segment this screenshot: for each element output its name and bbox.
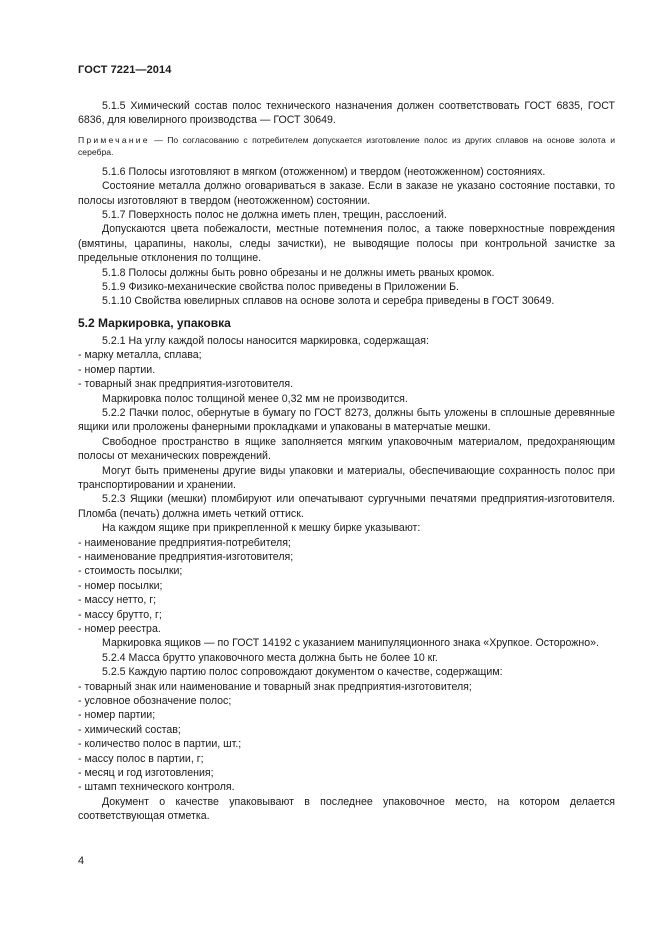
clause-5-1-6-text: Состояние металла должно оговариваться в заказе. Если в заказе не указано состояние поставки, то полосы изготовляют в твердом (неотожженном) состоянии. (78, 180, 615, 207)
page-number: 4 (78, 855, 85, 867)
list-item: - марку металла, сплава; (78, 349, 202, 362)
list-item: - условное обозначение полос; (78, 695, 232, 708)
note-label: Примечание (78, 134, 150, 145)
clause-5-2-5: 5.2.5 Каждую партию полос сопровождают документом о качестве, содержащим: (102, 666, 503, 679)
clause-5-2-1-text: Маркировка полос толщиной менее 0,32 мм не производится. (102, 392, 408, 405)
clause-5-1-9: 5.1.9 Физико-механические свойства полос приведены в Приложении Б. (102, 281, 460, 294)
clause-5-2-2: 5.2.2 Пачки полос, обернутые в бумагу по ГОСТ 8273, должны быть уложены в сплошные деревянные ящики или проложены фанерными прокладками и упакованы в матерчатые мешки. (78, 406, 615, 434)
document-body (78, 99, 615, 824)
list-item: - штамп технического контроля. (78, 781, 235, 794)
clause-5-2-1: 5.2.1 На углу каждой полосы наносится маркировка, содержащая: (102, 334, 429, 347)
list-item: - стоимость посылки; (78, 565, 183, 578)
list-item: - массу брутто, г; (78, 608, 162, 621)
list-item: - номер партии. (78, 363, 156, 376)
clause-5-1-5: 5.1.5 Химический состав полос технического назначения должен соответствовать ГОСТ 6835, ГОСТ 6836, для ювелирного производства — ГОСТ 30649. (78, 100, 615, 127)
list-item: - номер реестра. (78, 623, 161, 635)
list-item: - наименование предприятия-потребителя; (78, 536, 291, 549)
clause-5-2-2-text: Свободное пространство в ящике заполняется мягким упаковочным материалом, предохраняющим полосы от механических повреждений. (78, 435, 615, 463)
clause-5-1-6: 5.1.6 Полосы изготовляют в мягком (отожженном) и твердом (неотожженном) состояниях. (102, 165, 546, 178)
list-item: - товарный знак предприятия-изготовителя. (78, 378, 294, 391)
clause-5-1-7: 5.1.7 Поверхность полос не должна иметь плен, трещин, расслоений. (102, 209, 447, 222)
clause-5-1-8: 5.1.8 Полосы должны быть ровно обрезаны и не должны иметь рваных кромок. (102, 266, 495, 279)
clause-5-2-2-text-2: Могут быть применены другие виды упаковки и материалы, обеспечивающие сохранность полос при транспортировании и хранении. (78, 464, 615, 491)
list-item: - количество полос в партии, шт.; (78, 738, 242, 751)
list-item: - месяц и год изготовления; (78, 767, 214, 780)
list-item: - наименование предприятия-изготовителя; (78, 550, 294, 563)
list-item: - товарный знак или наименование и товарный знак предприятия-изготовителя; (78, 680, 472, 693)
list-item: - химический состав; (78, 723, 181, 736)
clause-5-2-3-text: На каждом ящике при прикрепленной к мешку бирке указывают: (102, 522, 421, 535)
document-header: ГОСТ 7221—2014 (78, 64, 172, 76)
clause-5-1-10: 5.1.10 Свойства ювелирных сплавов на основе золота и серебра приведены в ГОСТ 30649. (102, 295, 555, 308)
list-item: - номер посылки; (78, 579, 163, 592)
section-title-5-2: 5.2 Маркировка, упаковка (78, 315, 231, 330)
clause-5-2-4: 5.2.4 Масса брутто упаковочного места должна быть не более 10 кг. (102, 651, 438, 664)
clause-5-1-7-text: Допускаются цвета побежалости, местные потемнения полос, а также поверхностные повреждения (вмятины, царапины, наколы, следы зачистки), не выводящие полосы при контрольной зачистке за предельные отклонения по толщине. (78, 223, 615, 265)
list-item: - массу полос в партии, г; (78, 752, 204, 765)
clause-5-2-3: 5.2.3 Ящики (мешки) пломбируют или опечатывают сургучными печатями предприятия-изготовителя. Пломба (печать) должна иметь четкий оттиск. (78, 493, 615, 520)
list-item: - массу нетто, г; (78, 594, 157, 607)
list-item: - номер партии; (78, 709, 156, 722)
note-text: — По согласованию с потребителем допускается изготовление полос из других сплавов на основе золота и серебра. (78, 134, 615, 157)
clause-5-2-5-text: Документ о качестве упаковывают в последнее упаковочное место, на котором делается соответствующая отметка. (78, 795, 615, 823)
clause-5-2-3-marking: Маркировка ящиков — по ГОСТ 14192 с указанием манипуляционного знака «Хрупкое. Осторожно». (102, 637, 599, 650)
note (78, 134, 615, 158)
